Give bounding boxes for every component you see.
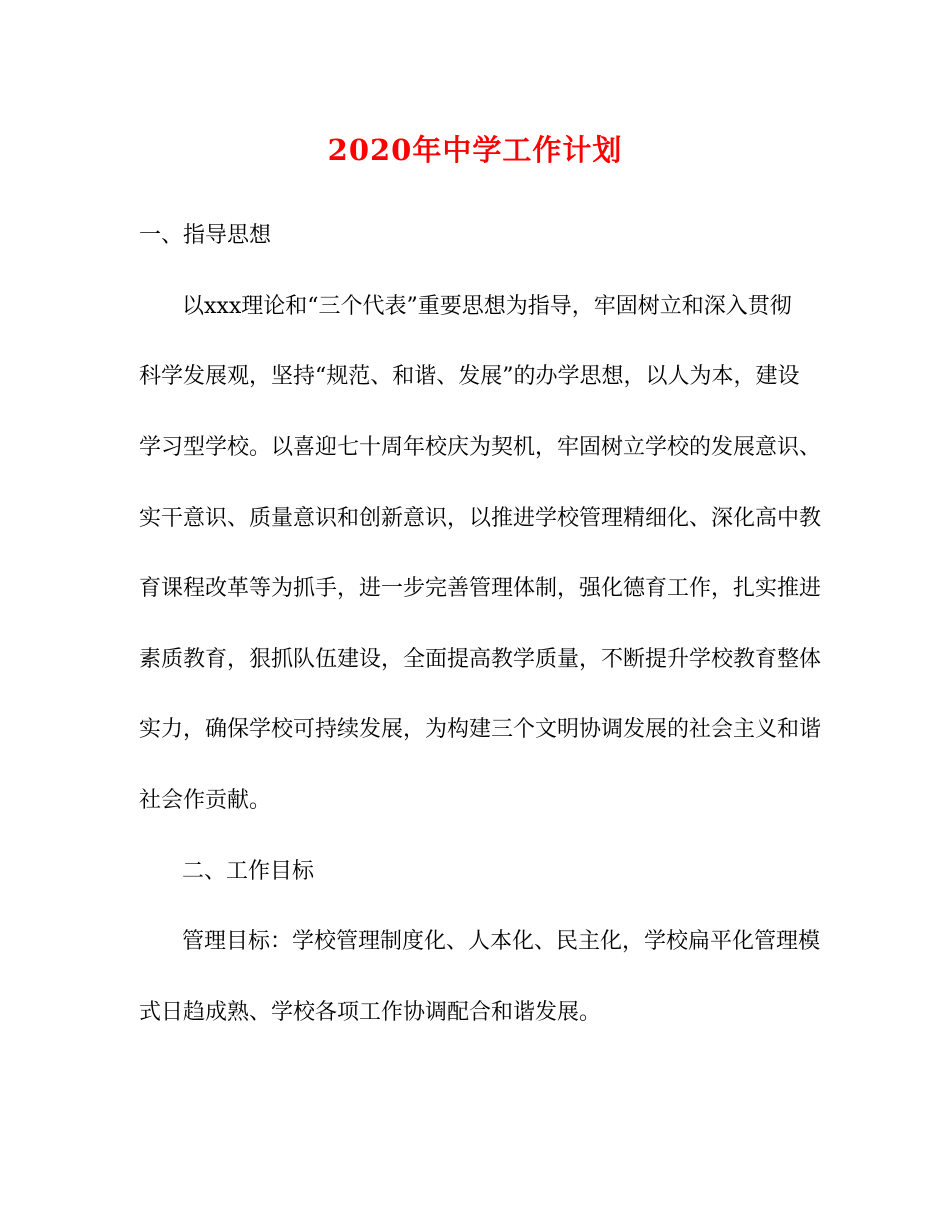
- paragraph-line: 实力，确保学校可持续发展，为构建三个文明协调发展的社会主义和谐: [139, 717, 822, 742]
- paragraph-line: 社会作贡献。: [139, 788, 272, 813]
- paragraph-line: 以xxx理论和“三个代表”重要思想为指导，牢固树立和深入贯彻: [182, 294, 792, 319]
- paragraph-line: 学习型学校。以喜迎七十周年校庆为契机，牢固树立学校的发展意识、: [139, 435, 822, 460]
- paragraph-line: 实干意识、质量意识和创新意识，以推进学校管理精细化、深化高中教: [139, 506, 822, 531]
- section-heading-guiding-ideology: 一、指导思想: [139, 223, 272, 248]
- paragraph-line: 素质教育，狠抓队伍建设，全面提高教学质量，不断提升学校教育整体: [139, 647, 822, 672]
- document-title: 2020年中学工作计划: [327, 133, 623, 167]
- section-heading-work-goals: 二、工作目标: [182, 859, 315, 884]
- paragraph-line: 育课程改革等为抓手，进一步完善管理体制，强化德育工作，扎实推进: [139, 576, 822, 601]
- paragraph-line: 式日趋成熟、学校各项工作协调配合和谐发展。: [139, 1000, 602, 1025]
- paragraph-line: 科学发展观，坚持“规范、和谐、发展”的办学思想，以人为本，建设: [139, 364, 800, 389]
- paragraph-line: 管理目标：学校管理制度化、人本化、民主化，学校扁平化管理模: [182, 929, 821, 954]
